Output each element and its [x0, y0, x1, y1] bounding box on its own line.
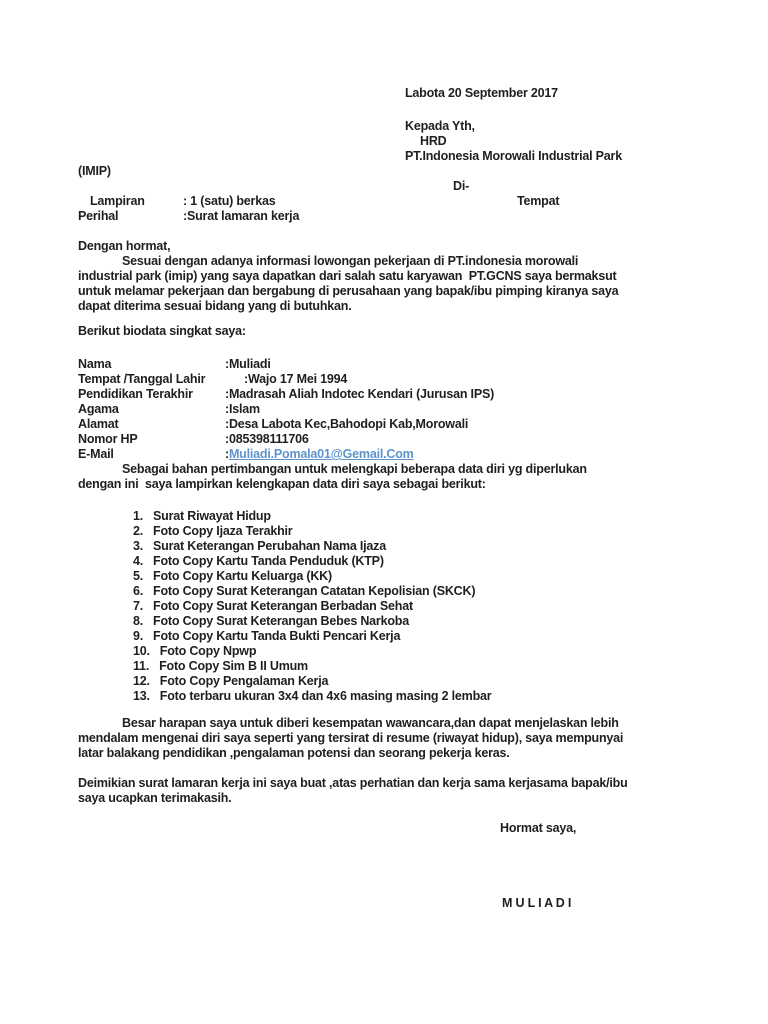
attachment-item [133, 569, 738, 584]
paragraph-line: latar balakang pendidikan ,pengalaman potensi dan seorang pekerja keras. [78, 746, 510, 760]
biodata-value: :085398111706 [225, 432, 309, 446]
attachment-number: 12. [133, 674, 150, 688]
email-colon: : [225, 447, 229, 461]
attachment-number: 11. [133, 659, 150, 673]
opening-salutation: Dengan hormat, [78, 239, 171, 253]
paragraph-line: industrial park (imip) yang saya dapatkan dari salah satu karyawan PT.GCNS saya bermaksut [78, 269, 617, 283]
attachment-text: Foto Copy Sim B II Umum [159, 659, 308, 673]
biodata-section [78, 357, 738, 462]
biodata-row [78, 432, 738, 447]
closing-paragraph-2 [78, 776, 738, 806]
attachment-number: 4. [133, 554, 144, 568]
closing-paragraph-1 [78, 716, 738, 761]
attachment-number: 7. [133, 599, 144, 613]
lampiran-row [78, 194, 738, 209]
lampiran-value: : 1 (satu) berkas [183, 194, 276, 208]
biodata-row [78, 402, 738, 417]
perihal-value: :Surat lamaran kerja [183, 209, 300, 223]
paragraph-line: mendalam mengenai diri saya seperti yang tersirat di resume (riwayat hidup), saya mempunyai [78, 731, 624, 745]
attachment-item [133, 539, 738, 554]
biodata-value: :Wajo 17 Mei 1994 [244, 372, 348, 386]
paragraph-line: untuk melamar pekerjaan dan bergabung di perusahaan yang bapak/ibu pimping kiranya saya [78, 284, 619, 298]
biodata-label: Nama [78, 357, 112, 371]
attachment-number: 6. [133, 584, 144, 598]
biodata-row [78, 357, 738, 372]
biodata-value: :Muliadi [225, 357, 271, 371]
paragraph-line: saya ucapkan terimakasih. [78, 791, 232, 805]
attachments-list [133, 509, 738, 704]
signature-name: M U L I A D I [502, 896, 572, 910]
attachment-number: 8. [133, 614, 144, 628]
biodata-label: Nomor HP [78, 432, 138, 446]
attachment-item [133, 614, 738, 629]
recipient-salutation: Kepada Yth, [405, 119, 475, 133]
biodata-row [78, 417, 738, 432]
attachment-text: Foto Copy Npwp [159, 644, 257, 658]
attachment-number: 9. [133, 629, 144, 643]
attachment-number: 1. [133, 509, 144, 523]
biodata-heading: Berikut biodata singkat saya: [78, 324, 246, 338]
attachment-item [133, 644, 738, 659]
intro-paragraph [78, 254, 738, 314]
attachment-text: Foto Copy Ijaza Terakhir [153, 524, 293, 538]
letter-date: Labota 20 September 2017 [405, 86, 558, 100]
recipient-dept: HRD [420, 134, 447, 148]
attachment-text: Surat Keterangan Perubahan Nama Ijaza [153, 539, 386, 553]
attachment-item [133, 524, 738, 539]
biodata-label: Alamat [78, 417, 119, 431]
paragraph-line: dengan ini saya lampirkan kelengkapan data diri saya sebagai berikut: [78, 477, 486, 491]
paragraph-line: dapat diterima sesuai bidang yang di butuhkan. [78, 299, 352, 313]
attachment-number: 13. [133, 689, 150, 703]
attachment-text: Foto Copy Surat Keterangan Catatan Kepolisian (SKCK) [153, 584, 476, 598]
di-label: Di- [453, 179, 470, 193]
biodata-row [78, 372, 738, 387]
attachment-number: 10. [133, 644, 150, 658]
email-link[interactable]: Muliadi.Pomala01@Gemail.Com [228, 447, 414, 461]
attachment-text: Foto Copy Kartu Tanda Bukti Pencari Kerja [153, 629, 401, 643]
biodata-value: :Madrasah Aliah Indotec Kendari (Jurusan IPS) [225, 387, 495, 401]
biodata-label: Tempat /Tanggal Lahir [78, 372, 206, 386]
recipient-company: PT.Indonesia Morowali Industrial Park [405, 149, 622, 163]
perihal-row [78, 209, 738, 224]
attachment-item [133, 674, 738, 689]
attachment-text: Surat Riwayat Hidup [153, 509, 271, 523]
biodata-row [78, 387, 738, 402]
attachment-text: Foto Copy Pengalaman Kerja [159, 674, 329, 688]
attachment-number: 3. [133, 539, 144, 553]
recipient-company-wrap: (IMIP) [78, 164, 111, 178]
biodata-label: Agama [78, 402, 119, 416]
attachment-number: 2. [133, 524, 144, 538]
tempat-label: Tempat [517, 194, 560, 208]
attachment-item [133, 659, 738, 674]
perihal-label: Perihal [78, 209, 119, 223]
attachment-item [133, 689, 738, 704]
attachment-item [133, 629, 738, 644]
paragraph-line: Sebagai bahan pertimbangan untuk melengkapi beberapa data diri yg diperlukan [122, 462, 587, 476]
attachment-text: Foto Copy Kartu Tanda Penduduk (KTP) [153, 554, 384, 568]
paragraph-line: Deimikian surat lamaran kerja ini saya buat ,atas perhatian dan kerja sama kerjasama bapak/ibu [78, 776, 628, 790]
biodata-label: E-Mail [78, 447, 114, 461]
signoff: Hormat saya, [500, 821, 577, 835]
attachment-item [133, 599, 738, 614]
letter-header [405, 86, 738, 164]
attachments-intro [78, 462, 738, 492]
biodata-value: :Desa Labota Kec,Bahodopi Kab,Morowali [225, 417, 469, 431]
biodata-label: Pendidikan Terakhir [78, 387, 193, 401]
header-spacer [405, 101, 738, 119]
attachment-number: 5. [133, 569, 144, 583]
attachment-text: Foto Copy Surat Keterangan Berbadan Sehat [153, 599, 413, 613]
attachment-text: Foto Copy Surat Keterangan Bebes Narkoba [153, 614, 409, 628]
paragraph-line: Sesuai dengan adanya informasi lowongan pekerjaan di PT.indonesia morowali [122, 254, 579, 268]
paragraph-line: Besar harapan saya untuk diberi kesempatan wawancara,dan dapat menjelaskan lebih [122, 716, 619, 730]
attachment-text: Foto Copy Kartu Keluarga (KK) [153, 569, 332, 583]
attachment-item [133, 509, 738, 524]
attachment-item [133, 554, 738, 569]
attachment-text: Foto terbaru ukuran 3x4 dan 4x6 masing masing 2 lembar [159, 689, 492, 703]
biodata-row-email [78, 447, 738, 462]
attachment-item [133, 584, 738, 599]
biodata-value: :Islam [225, 402, 260, 416]
lampiran-label: Lampiran [90, 194, 145, 208]
